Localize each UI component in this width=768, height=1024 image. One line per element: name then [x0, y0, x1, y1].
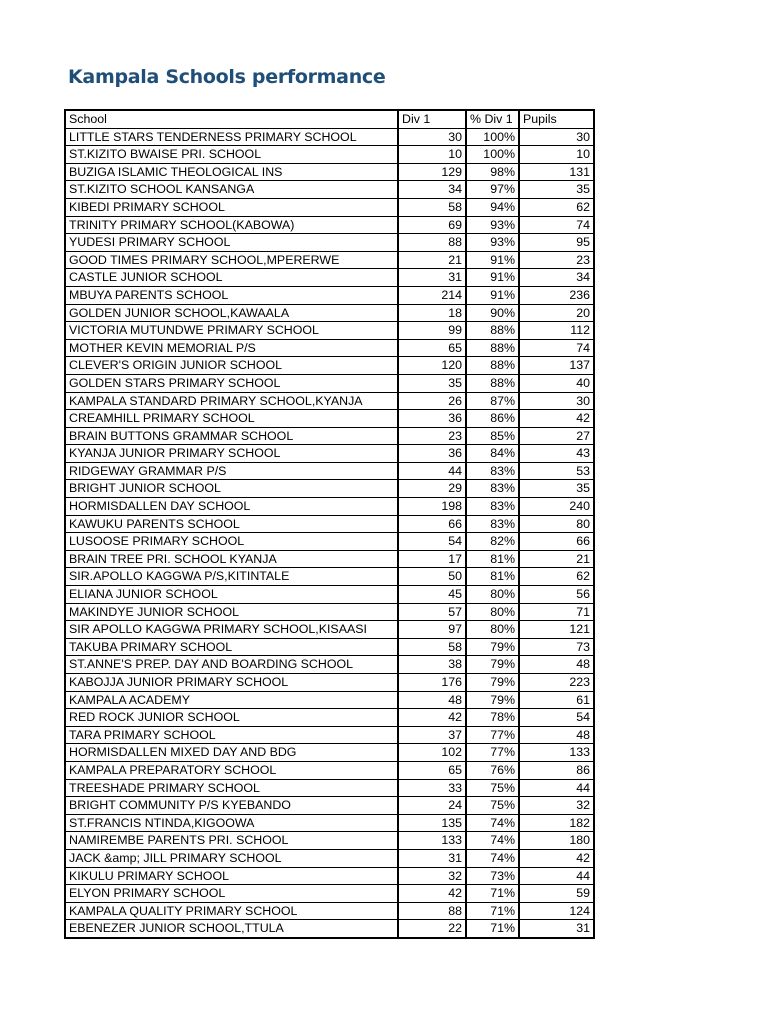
- table-row: [65, 322, 594, 340]
- cell-pct-div1: 90%: [466, 304, 519, 322]
- cell-div1: 176: [398, 674, 466, 692]
- cell-div1: 42: [398, 709, 466, 727]
- cell-pupils: 66: [519, 533, 594, 551]
- cell-pct-div1: 97%: [466, 181, 519, 199]
- cell-div1: 37: [398, 726, 466, 744]
- table-row: [65, 867, 594, 885]
- table-row: [65, 445, 594, 463]
- column-header-pupils: Pupils: [519, 110, 594, 128]
- cell-pct-div1: 76%: [466, 761, 519, 779]
- table-row: [65, 832, 594, 850]
- cell-div1: 42: [398, 885, 466, 903]
- cell-pupils: 86: [519, 761, 594, 779]
- cell-pupils: 20: [519, 304, 594, 322]
- cell-pupils: 73: [519, 638, 594, 656]
- cell-div1: 32: [398, 867, 466, 885]
- cell-school: ELYON PRIMARY SCHOOL: [65, 885, 398, 903]
- cell-div1: 45: [398, 586, 466, 604]
- table-row: [65, 691, 594, 709]
- cell-pct-div1: 88%: [466, 322, 519, 340]
- cell-school: KYANJA JUNIOR PRIMARY SCHOOL: [65, 445, 398, 463]
- cell-pupils: 121: [519, 621, 594, 639]
- cell-school: BRIGHT COMMUNITY P/S KYEBANDO: [65, 797, 398, 815]
- cell-div1: 66: [398, 515, 466, 533]
- cell-pct-div1: 81%: [466, 568, 519, 586]
- column-header-school: School: [65, 110, 398, 128]
- table-row: [65, 603, 594, 621]
- table-row: [65, 410, 594, 428]
- cell-pupils: 30: [519, 392, 594, 410]
- cell-div1: 50: [398, 568, 466, 586]
- cell-pct-div1: 82%: [466, 533, 519, 551]
- cell-school: GOLDEN STARS PRIMARY SCHOOL: [65, 374, 398, 392]
- cell-school: MAKINDYE JUNIOR SCHOOL: [65, 603, 398, 621]
- table-row: [65, 392, 594, 410]
- cell-pupils: 137: [519, 357, 594, 375]
- cell-pct-div1: 84%: [466, 445, 519, 463]
- cell-div1: 33: [398, 779, 466, 797]
- cell-school: KAMPALA PREPARATORY SCHOOL: [65, 761, 398, 779]
- cell-pct-div1: 77%: [466, 726, 519, 744]
- table-row: [65, 761, 594, 779]
- cell-pupils: 59: [519, 885, 594, 903]
- table-row: [65, 498, 594, 516]
- cell-pct-div1: 98%: [466, 163, 519, 181]
- cell-school: BRAIN BUTTONS GRAMMAR SCHOOL: [65, 427, 398, 445]
- cell-pct-div1: 79%: [466, 691, 519, 709]
- cell-school: EBENEZER JUNIOR SCHOOL,TTULA: [65, 920, 398, 938]
- cell-div1: 31: [398, 849, 466, 867]
- cell-school: KIBEDI PRIMARY SCHOOL: [65, 198, 398, 216]
- cell-div1: 22: [398, 920, 466, 938]
- cell-school: MOTHER KEVIN MEMORIAL P/S: [65, 339, 398, 357]
- cell-pct-div1: 87%: [466, 392, 519, 410]
- cell-pct-div1: 71%: [466, 902, 519, 920]
- cell-school: GOOD TIMES PRIMARY SCHOOL,MPERERWE: [65, 251, 398, 269]
- cell-school: HORMISDALLEN DAY SCHOOL: [65, 498, 398, 516]
- cell-pupils: 71: [519, 603, 594, 621]
- column-header-div1: Div 1: [398, 110, 466, 128]
- cell-pct-div1: 74%: [466, 849, 519, 867]
- table-row: [65, 374, 594, 392]
- cell-school: JACK &amp; JILL PRIMARY SCHOOL: [65, 849, 398, 867]
- cell-div1: 135: [398, 814, 466, 832]
- cell-pct-div1: 79%: [466, 674, 519, 692]
- table-header-row: [65, 110, 594, 128]
- cell-pct-div1: 74%: [466, 814, 519, 832]
- cell-school: CLEVER'S ORIGIN JUNIOR SCHOOL: [65, 357, 398, 375]
- table-row: [65, 462, 594, 480]
- table-row: [65, 621, 594, 639]
- cell-div1: 65: [398, 339, 466, 357]
- cell-pupils: 53: [519, 462, 594, 480]
- cell-pct-div1: 79%: [466, 638, 519, 656]
- cell-school: LITTLE STARS TENDERNESS PRIMARY SCHOOL: [65, 128, 398, 146]
- cell-pupils: 27: [519, 427, 594, 445]
- cell-pupils: 131: [519, 163, 594, 181]
- cell-pupils: 48: [519, 726, 594, 744]
- cell-pct-div1: 93%: [466, 216, 519, 234]
- cell-div1: 30: [398, 128, 466, 146]
- cell-div1: 69: [398, 216, 466, 234]
- cell-pupils: 54: [519, 709, 594, 727]
- cell-pupils: 112: [519, 322, 594, 340]
- table-row: [65, 568, 594, 586]
- cell-pct-div1: 74%: [466, 832, 519, 850]
- cell-pct-div1: 94%: [466, 198, 519, 216]
- cell-pct-div1: 75%: [466, 797, 519, 815]
- cell-div1: 97: [398, 621, 466, 639]
- cell-div1: 120: [398, 357, 466, 375]
- cell-pupils: 236: [519, 286, 594, 304]
- cell-school: TRINITY PRIMARY SCHOOL(KABOWA): [65, 216, 398, 234]
- cell-school: RED ROCK JUNIOR SCHOOL: [65, 709, 398, 727]
- cell-pct-div1: 83%: [466, 515, 519, 533]
- cell-pct-div1: 81%: [466, 550, 519, 568]
- table-row: [65, 638, 594, 656]
- cell-school: BRAIN TREE PRI. SCHOOL KYANJA: [65, 550, 398, 568]
- table-row: [65, 181, 594, 199]
- cell-pupils: 61: [519, 691, 594, 709]
- cell-school: KAMPALA QUALITY PRIMARY SCHOOL: [65, 902, 398, 920]
- cell-div1: 23: [398, 427, 466, 445]
- cell-pct-div1: 100%: [466, 146, 519, 164]
- cell-div1: 133: [398, 832, 466, 850]
- cell-school: KAMPALA STANDARD PRIMARY SCHOOL,KYANJA: [65, 392, 398, 410]
- cell-school: LUSOOSE PRIMARY SCHOOL: [65, 533, 398, 551]
- cell-school: BUZIGA ISLAMIC THEOLOGICAL INS: [65, 163, 398, 181]
- cell-pupils: 32: [519, 797, 594, 815]
- cell-pupils: 74: [519, 216, 594, 234]
- column-header-pct-div1: % Div 1: [466, 110, 519, 128]
- table-row: [65, 674, 594, 692]
- cell-school: SIR APOLLO KAGGWA PRIMARY SCHOOL,KISAASI: [65, 621, 398, 639]
- table-row: [65, 146, 594, 164]
- cell-pupils: 182: [519, 814, 594, 832]
- cell-pupils: 43: [519, 445, 594, 463]
- cell-div1: 10: [398, 146, 466, 164]
- cell-div1: 129: [398, 163, 466, 181]
- cell-pct-div1: 88%: [466, 374, 519, 392]
- cell-pupils: 80: [519, 515, 594, 533]
- table-row: [65, 885, 594, 903]
- table-row: [65, 656, 594, 674]
- cell-pupils: 23: [519, 251, 594, 269]
- cell-div1: 24: [398, 797, 466, 815]
- table-row: [65, 586, 594, 604]
- cell-school: KAWUKU PARENTS SCHOOL: [65, 515, 398, 533]
- cell-pupils: 40: [519, 374, 594, 392]
- cell-school: TAKUBA PRIMARY SCHOOL: [65, 638, 398, 656]
- cell-school: NAMIREMBE PARENTS PRI. SCHOOL: [65, 832, 398, 850]
- cell-div1: 36: [398, 445, 466, 463]
- cell-pct-div1: 83%: [466, 480, 519, 498]
- table-row: [65, 198, 594, 216]
- cell-pct-div1: 91%: [466, 251, 519, 269]
- cell-div1: 65: [398, 761, 466, 779]
- cell-pct-div1: 88%: [466, 357, 519, 375]
- table-row: [65, 234, 594, 252]
- table-row: [65, 920, 594, 938]
- table-row: [65, 427, 594, 445]
- cell-div1: 36: [398, 410, 466, 428]
- cell-school: MBUYA PARENTS SCHOOL: [65, 286, 398, 304]
- cell-div1: 88: [398, 902, 466, 920]
- cell-pupils: 62: [519, 568, 594, 586]
- table-row: [65, 128, 594, 146]
- cell-school: ST.KIZITO BWAISE PRI. SCHOOL: [65, 146, 398, 164]
- cell-pct-div1: 71%: [466, 920, 519, 938]
- cell-school: ST.FRANCIS NTINDA,KIGOOWA: [65, 814, 398, 832]
- schools-table: [64, 109, 595, 939]
- cell-pupils: 74: [519, 339, 594, 357]
- cell-school: TREESHADE PRIMARY SCHOOL: [65, 779, 398, 797]
- cell-school: KAMPALA ACADEMY: [65, 691, 398, 709]
- table-row: [65, 251, 594, 269]
- cell-div1: 58: [398, 198, 466, 216]
- cell-pct-div1: 80%: [466, 621, 519, 639]
- cell-pupils: 44: [519, 779, 594, 797]
- cell-pct-div1: 75%: [466, 779, 519, 797]
- cell-pupils: 62: [519, 198, 594, 216]
- cell-school: SIR.APOLLO KAGGWA P/S,KITINTALE: [65, 568, 398, 586]
- table-row: [65, 286, 594, 304]
- table-row: [65, 797, 594, 815]
- cell-pct-div1: 85%: [466, 427, 519, 445]
- table-body: [65, 128, 594, 938]
- cell-pupils: 30: [519, 128, 594, 146]
- page-title: Kampala Schools performance: [68, 66, 386, 88]
- table-row: [65, 902, 594, 920]
- cell-pct-div1: 83%: [466, 498, 519, 516]
- cell-div1: 102: [398, 744, 466, 762]
- table-row: [65, 726, 594, 744]
- cell-pupils: 180: [519, 832, 594, 850]
- cell-div1: 88: [398, 234, 466, 252]
- table-row: [65, 779, 594, 797]
- cell-pct-div1: 78%: [466, 709, 519, 727]
- table-row: [65, 533, 594, 551]
- cell-pct-div1: 73%: [466, 867, 519, 885]
- cell-div1: 18: [398, 304, 466, 322]
- cell-pct-div1: 83%: [466, 462, 519, 480]
- cell-school: YUDESI PRIMARY SCHOOL: [65, 234, 398, 252]
- cell-pupils: 56: [519, 586, 594, 604]
- cell-pupils: 34: [519, 269, 594, 287]
- cell-pupils: 10: [519, 146, 594, 164]
- table-row: [65, 515, 594, 533]
- table-row: [65, 550, 594, 568]
- cell-pupils: 42: [519, 410, 594, 428]
- cell-school: VICTORIA MUTUNDWE PRIMARY SCHOOL: [65, 322, 398, 340]
- cell-pct-div1: 100%: [466, 128, 519, 146]
- cell-pct-div1: 88%: [466, 339, 519, 357]
- cell-school: GOLDEN JUNIOR SCHOOL,KAWAALA: [65, 304, 398, 322]
- cell-pupils: 48: [519, 656, 594, 674]
- table-row: [65, 269, 594, 287]
- cell-pct-div1: 91%: [466, 286, 519, 304]
- cell-pupils: 133: [519, 744, 594, 762]
- cell-div1: 198: [398, 498, 466, 516]
- cell-div1: 54: [398, 533, 466, 551]
- cell-school: KIKULU PRIMARY SCHOOL: [65, 867, 398, 885]
- table-row: [65, 480, 594, 498]
- table-row: [65, 357, 594, 375]
- cell-div1: 35: [398, 374, 466, 392]
- cell-pupils: 21: [519, 550, 594, 568]
- table-row: [65, 744, 594, 762]
- cell-div1: 58: [398, 638, 466, 656]
- cell-pct-div1: 79%: [466, 656, 519, 674]
- cell-div1: 48: [398, 691, 466, 709]
- cell-pupils: 35: [519, 181, 594, 199]
- cell-pupils: 95: [519, 234, 594, 252]
- table-row: [65, 163, 594, 181]
- cell-div1: 99: [398, 322, 466, 340]
- cell-pct-div1: 80%: [466, 586, 519, 604]
- cell-pupils: 35: [519, 480, 594, 498]
- cell-pct-div1: 77%: [466, 744, 519, 762]
- cell-div1: 44: [398, 462, 466, 480]
- table-row: [65, 709, 594, 727]
- cell-div1: 214: [398, 286, 466, 304]
- cell-pct-div1: 80%: [466, 603, 519, 621]
- cell-div1: 34: [398, 181, 466, 199]
- cell-school: HORMISDALLEN MIXED DAY AND BDG: [65, 744, 398, 762]
- cell-school: BRIGHT JUNIOR SCHOOL: [65, 480, 398, 498]
- table-row: [65, 304, 594, 322]
- cell-pupils: 31: [519, 920, 594, 938]
- cell-div1: 17: [398, 550, 466, 568]
- cell-school: KABOJJA JUNIOR PRIMARY SCHOOL: [65, 674, 398, 692]
- cell-school: ST.ANNE'S PREP. DAY AND BOARDING SCHOOL: [65, 656, 398, 674]
- cell-div1: 21: [398, 251, 466, 269]
- cell-school: CREAMHILL PRIMARY SCHOOL: [65, 410, 398, 428]
- cell-school: ELIANA JUNIOR SCHOOL: [65, 586, 398, 604]
- cell-pct-div1: 86%: [466, 410, 519, 428]
- cell-school: TARA PRIMARY SCHOOL: [65, 726, 398, 744]
- cell-pupils: 124: [519, 902, 594, 920]
- cell-div1: 57: [398, 603, 466, 621]
- cell-pupils: 240: [519, 498, 594, 516]
- table-row: [65, 849, 594, 867]
- table-row: [65, 339, 594, 357]
- table-row: [65, 216, 594, 234]
- cell-pct-div1: 91%: [466, 269, 519, 287]
- cell-div1: 38: [398, 656, 466, 674]
- cell-pct-div1: 93%: [466, 234, 519, 252]
- cell-div1: 31: [398, 269, 466, 287]
- cell-div1: 26: [398, 392, 466, 410]
- cell-div1: 29: [398, 480, 466, 498]
- cell-pct-div1: 71%: [466, 885, 519, 903]
- cell-pupils: 42: [519, 849, 594, 867]
- cell-pupils: 223: [519, 674, 594, 692]
- cell-school: RIDGEWAY GRAMMAR P/S: [65, 462, 398, 480]
- table-row: [65, 814, 594, 832]
- cell-school: ST.KIZITO SCHOOL KANSANGA: [65, 181, 398, 199]
- cell-pupils: 44: [519, 867, 594, 885]
- cell-school: CASTLE JUNIOR SCHOOL: [65, 269, 398, 287]
